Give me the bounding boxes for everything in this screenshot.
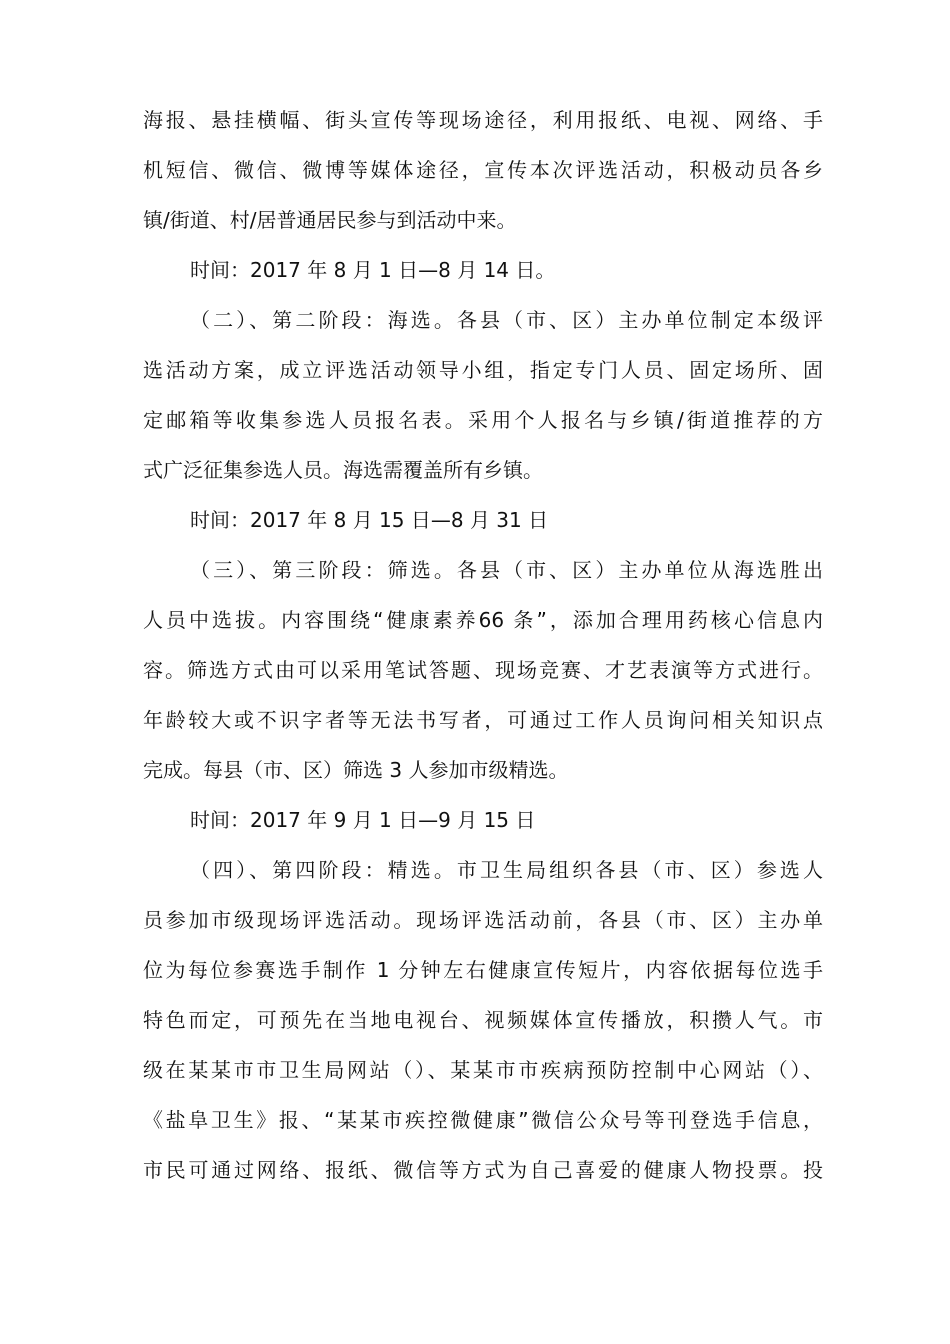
body-text-line: 机短信、微信、微博等媒体途径，宣传本次评选活动，积极动员各乡 — [143, 158, 823, 182]
body-text-line: 完成。每县（市、区）筛选 3 人参加市级精选。 — [143, 758, 569, 782]
body-text-line: 年龄较大或不识字者等无法书写者，可通过工作人员询问相关知识点 — [143, 708, 823, 732]
body-text-line: 容。筛选方式由可以采用笔试答题、现场竞赛、才艺表演等方式进行。 — [143, 658, 823, 682]
body-text-line: 定邮箱等收集参选人员报名表。采用个人报名与乡镇/街道推荐的方 — [143, 408, 823, 432]
body-text-line: 人员中选拔。内容围绕“健康素养66 条”，添加合理用药核心信息内 — [143, 608, 823, 632]
body-text-line: 式广泛征集参选人员。海选需覆盖所有乡镇。 — [143, 458, 543, 482]
body-text-line: 选活动方案，成立评选活动领导小组，指定专门人员、固定场所、固 — [143, 358, 823, 382]
time-line: 时间：2017 年 9 月 1 日—9 月 15 日 — [190, 808, 536, 832]
time-line: 时间：2017 年 8 月 1 日—8 月 14 日。 — [190, 258, 556, 282]
body-text-line: 《盐阜卫生》报、“某某市疾控微健康”微信公众号等刊登选手信息， — [143, 1108, 823, 1132]
stage-heading-line: （三）、第三阶段：筛选。各县（市、区）主办单位从海选胜出 — [190, 558, 823, 582]
stage-heading-line: （二）、第二阶段：海选。各县（市、区）主办单位制定本级评 — [190, 308, 823, 332]
body-text-line: 海报、悬挂横幅、街头宣传等现场途径，利用报纸、电视、网络、手 — [143, 108, 823, 132]
time-line: 时间：2017 年 8 月 15 日—8 月 31 日 — [190, 508, 549, 532]
body-text-line: 员参加市级现场评选活动。现场评选活动前，各县（市、区）主办单 — [143, 908, 823, 932]
body-text-line: 镇/街道、村/居普通居民参与到活动中来。 — [143, 208, 517, 232]
body-text-line: 特色而定，可预先在当地电视台、视频媒体宣传播放，积攒人气。市 — [143, 1008, 823, 1032]
body-text-line: 位为每位参赛选手制作 1 分钟左右健康宣传短片，内容依据每位选手 — [143, 958, 823, 982]
body-text-line: 市民可通过网络、报纸、微信等方式为自己喜爱的健康人物投票。投 — [143, 1158, 823, 1182]
stage-heading-line: （四）、第四阶段：精选。市卫生局组织各县（市、区）参选人 — [190, 858, 823, 882]
body-text-line: 级在某某市市卫生局网站（）、某某市市疾病预防控制中心网站（）、 — [143, 1058, 823, 1082]
